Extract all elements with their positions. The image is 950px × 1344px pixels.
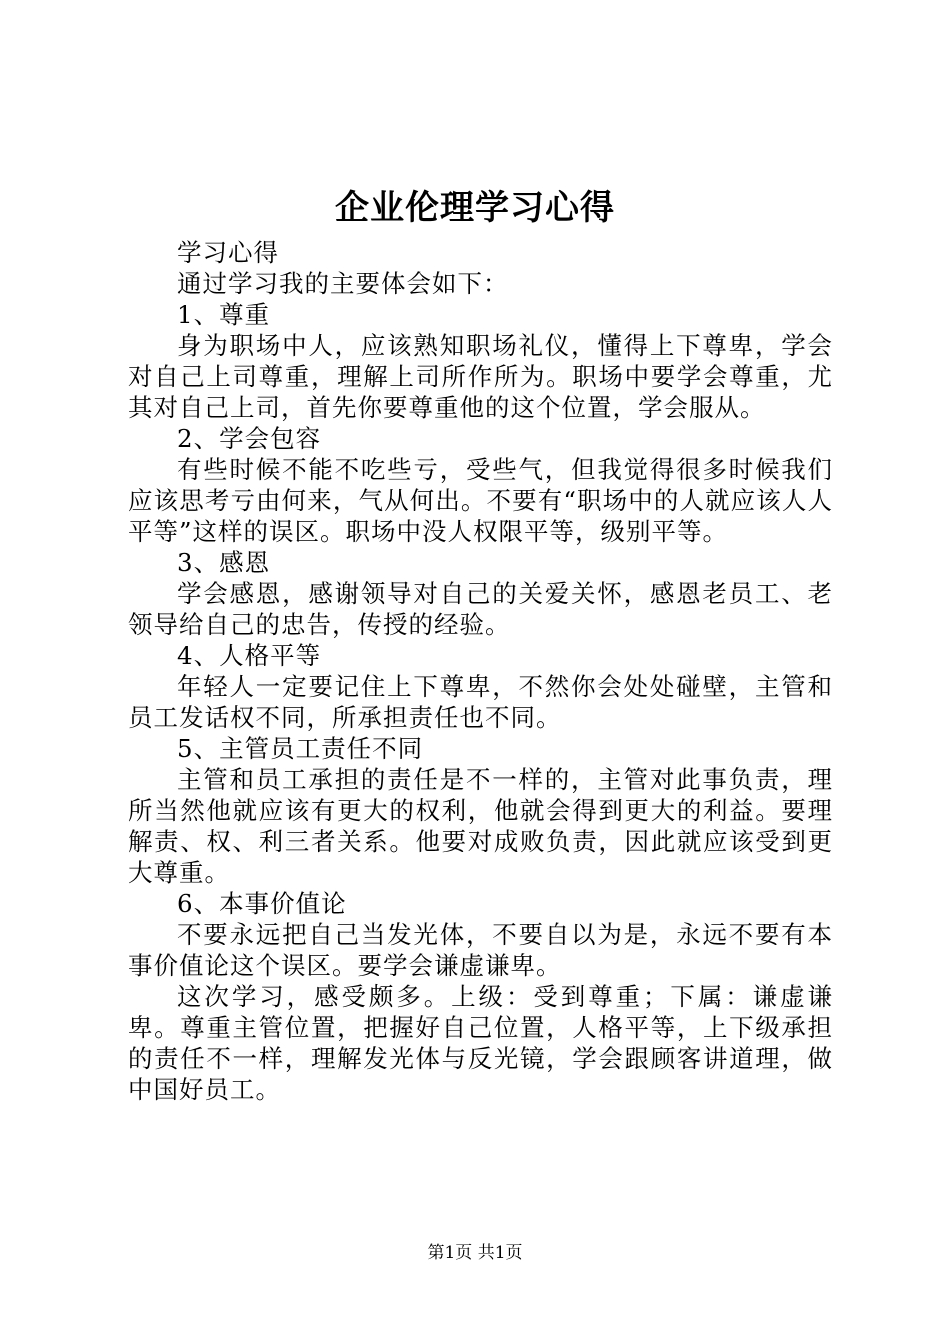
paragraph: 不要永远把自己当发光体，不要自以为是，永远不要有本事价值论这个误区。要学会谦虚谦卑。	[128, 920, 833, 980]
paragraph: 学习心得	[177, 238, 279, 267]
section-heading: 4、人格平等	[177, 641, 322, 670]
paragraph: 通过学习我的主要体会如下：	[177, 269, 509, 298]
section-heading: 1、尊重	[177, 300, 271, 329]
section-heading: 5、主管员工责任不同	[177, 734, 424, 763]
section-heading: 6、本事价值论	[177, 889, 347, 918]
page-footer: 第1页 共1页	[427, 1243, 523, 1263]
paragraph: 主管和员工承担的责任是不一样的，主管对此事负责，理所当然他就应该有更大的权利，他就会得到更大的利益。要理解责、权、利三者关系。他要对成败负责，因此就应该受到更大尊重。	[128, 765, 833, 887]
paragraph: 身为职场中人，应该熟知职场礼仪，懂得上下尊卑，学会对自己上司尊重，理解上司所作所为。职场中要学会尊重，尤其对自己上司，首先你要尊重他的这个位置，学会服从。	[128, 331, 833, 422]
section-heading: 3、感恩	[177, 548, 271, 577]
paragraph: 学会感恩，感谢领导对自己的关爱关怀，感恩老员工、老领导给自己的忠告，传授的经验。	[128, 579, 833, 639]
section-heading: 2、学会包容	[177, 424, 322, 453]
paragraph: 年轻人一定要记住上下尊卑，不然你会处处碰壁，主管和员工发话权不同，所承担责任也不同。	[128, 672, 833, 732]
document-title: 企业伦理学习心得	[335, 188, 615, 228]
paragraph: 有些时候不能不吃些亏，受些气，但我觉得很多时候我们应该思考亏由何来，气从何出。不要有“职场中的人就应该人人平等”这样的误区。职场中没人权限平等，级别平等。	[128, 455, 833, 546]
paragraph: 这次学习，感受颇多。上级：受到尊重；下属：谦虚谦卑。尊重主管位置，把握好自己位置，人格平等，上下级承担的责任不一样，理解发光体与反光镜，学会跟顾客讲道理，做中国好员工。	[128, 982, 833, 1104]
document-body	[128, 237, 833, 1105]
